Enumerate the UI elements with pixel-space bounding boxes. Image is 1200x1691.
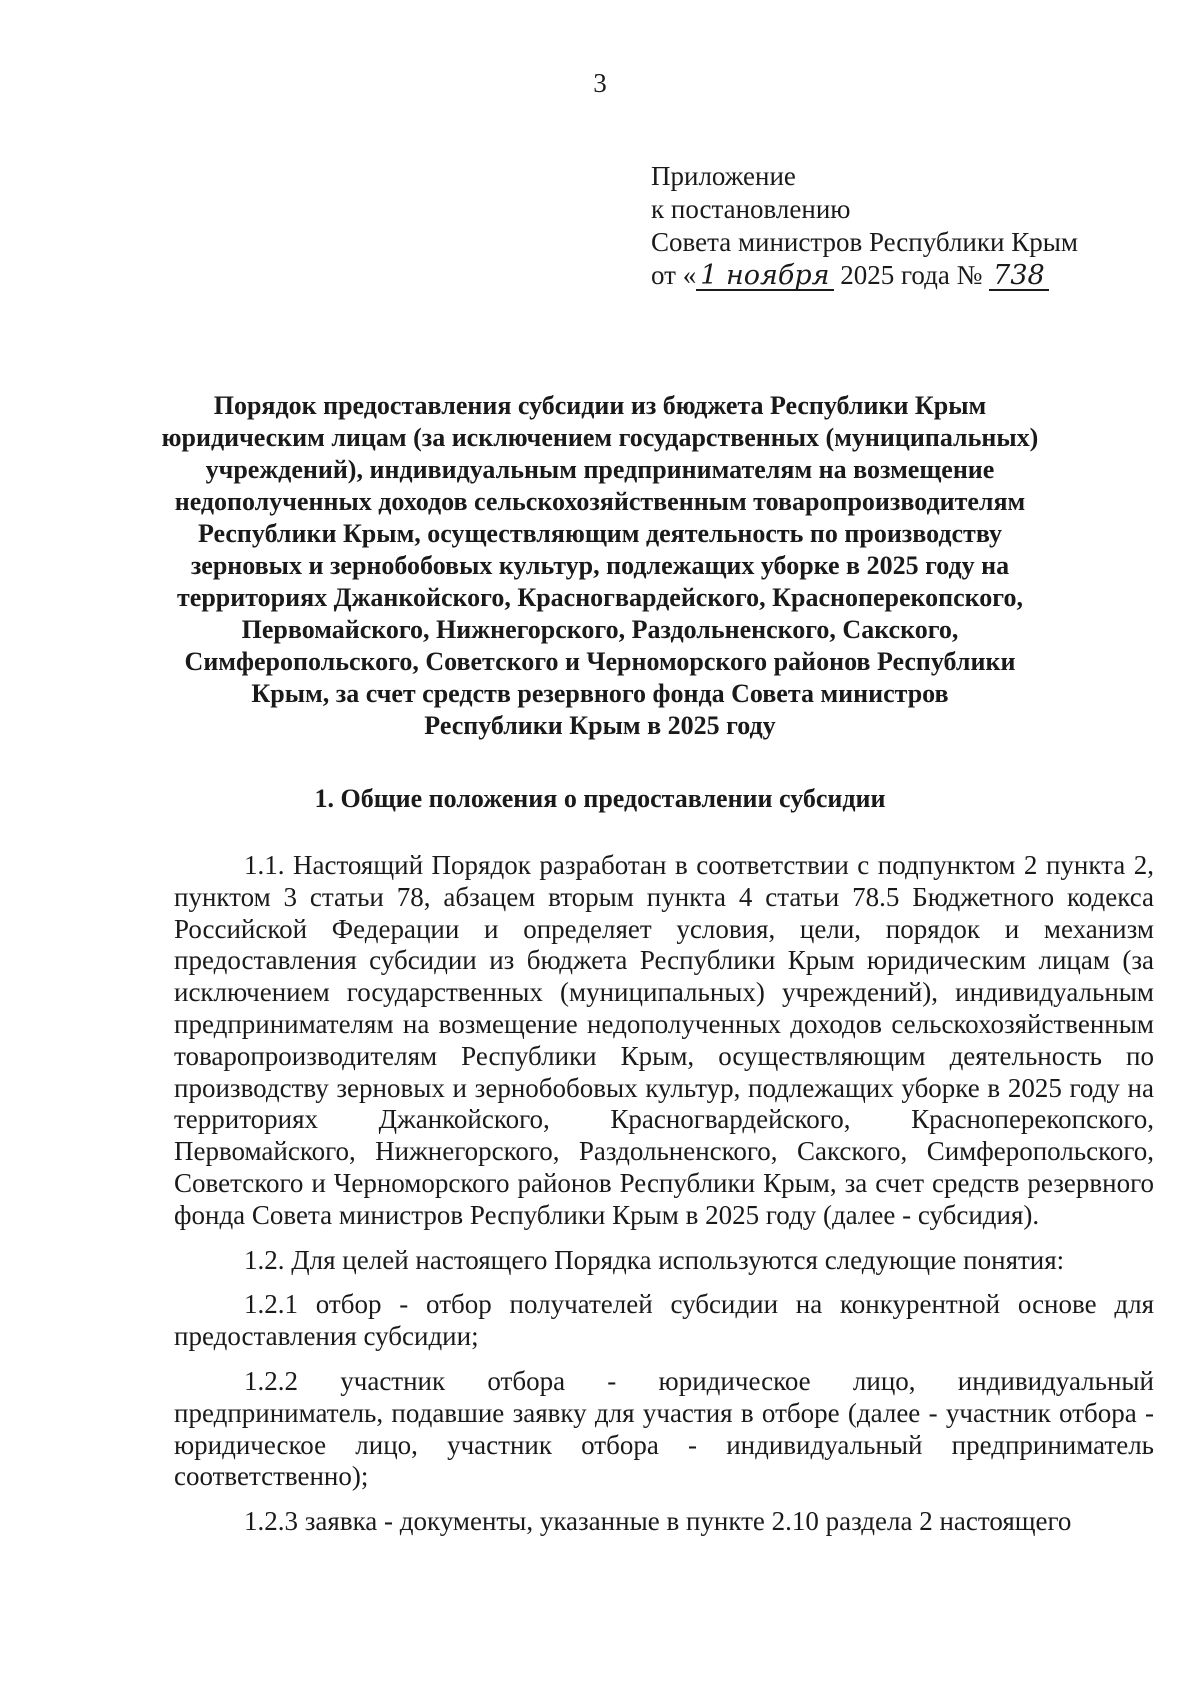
paragraph-1-2-1: 1.2.1 отбор - отбор получателей субсидии на конкурентной основе для предоставления субсидии; xyxy=(174,1289,1154,1352)
title-line: Крым, за счет средств резервного фонда Совета министров xyxy=(251,679,949,708)
paragraph-1-1: 1.1. Настоящий Порядок разработан в соответствии с подпунктом 2 пункта 2, пунктом 3 статьи 78, абзацем вторым пункта 4 статьи 78.5 Бюджетного кодекса Российской Федерации и определяет условия, цели, порядок и механизм предоставления субсидии из бюджета Республики Крым юридическим лицам (за исключением государственных (муниципальных) учреждений), индивидуальным предпринимателям на возмещение недополученных доходов сельскохозяйственным товаропроизводителям Республики Крым, осуществляющим деятельность по производству зерновых и зернобобовых культур, подлежащих уборке в 2025 году на территориях Джанкойского, Красногвардейского, Красноперекопского, Первомайского, Нижнегорского, Раздольненского, Сакского, Симферопольского, Советского и Черноморского районов Республики Крым, за счет средств резервного фонда Совета министров Республики Крым в 2025 году (далее - субсидия). xyxy=(174,850,1154,1230)
title-line: Первомайского, Нижнегорского, Раздольненского, Сакского, xyxy=(241,615,959,644)
title-line: территориях Джанкойского, Красногвардейского, Красноперекопского, xyxy=(177,583,1023,612)
paragraph-1-2: 1.2. Для целей настоящего Порядка используются следующие понятия: xyxy=(244,1244,1065,1275)
title-line: юридическим лицам (за исключением государственных (муниципальных) xyxy=(161,423,1039,452)
title-line: недополученных доходов сельскохозяйственным товаропроизводителям xyxy=(174,487,1026,516)
title-line: Республики Крым в 2025 году xyxy=(424,711,776,740)
page-number: 3 xyxy=(593,68,607,98)
title-line: зерновых и зернобобовых культур, подлежащих уборке в 2025 году на xyxy=(190,551,1010,580)
paragraph-1-2-3: 1.2.3 заявка - документы, указанные в пункте 2.10 раздела 2 настоящего xyxy=(244,1506,1072,1537)
section-heading: 1. Общие положения о предоставлении субсидии xyxy=(314,784,886,813)
appendix-line-3: Совета министров Республики Крым xyxy=(651,227,1078,257)
document-title xyxy=(140,390,1060,742)
appendix-date-line xyxy=(651,259,1078,292)
paragraph-1-2-2: 1.2.2 участник отбора - юридическое лицо, индивидуальный предприниматель, подавшие заявку для участия в отборе (далее - участник отбора - юридическое лицо, участник отбора - индивидуальный предприниматель соответственно); xyxy=(174,1365,1154,1492)
appendix-block xyxy=(651,160,1078,292)
section-body xyxy=(174,850,1154,1551)
appendix-line-2: к постановлению xyxy=(651,194,851,224)
handwritten-date: 1 ноября xyxy=(696,263,833,291)
handwritten-number: 738 xyxy=(989,263,1049,291)
appendix-line-1: Приложение xyxy=(651,161,796,191)
title-line: Порядок предоставления субсидии из бюджета Республики Крым xyxy=(213,391,987,420)
date-year: 2025 года № xyxy=(833,260,990,290)
date-prefix: от « xyxy=(651,260,697,290)
title-line: Симферопольского, Советского и Черноморского районов Республики xyxy=(184,647,1016,676)
title-line: учреждений), индивидуальным предпринимателям на возмещение xyxy=(205,455,995,484)
title-line: Республики Крым, осуществляющим деятельность по производству xyxy=(198,519,1002,548)
